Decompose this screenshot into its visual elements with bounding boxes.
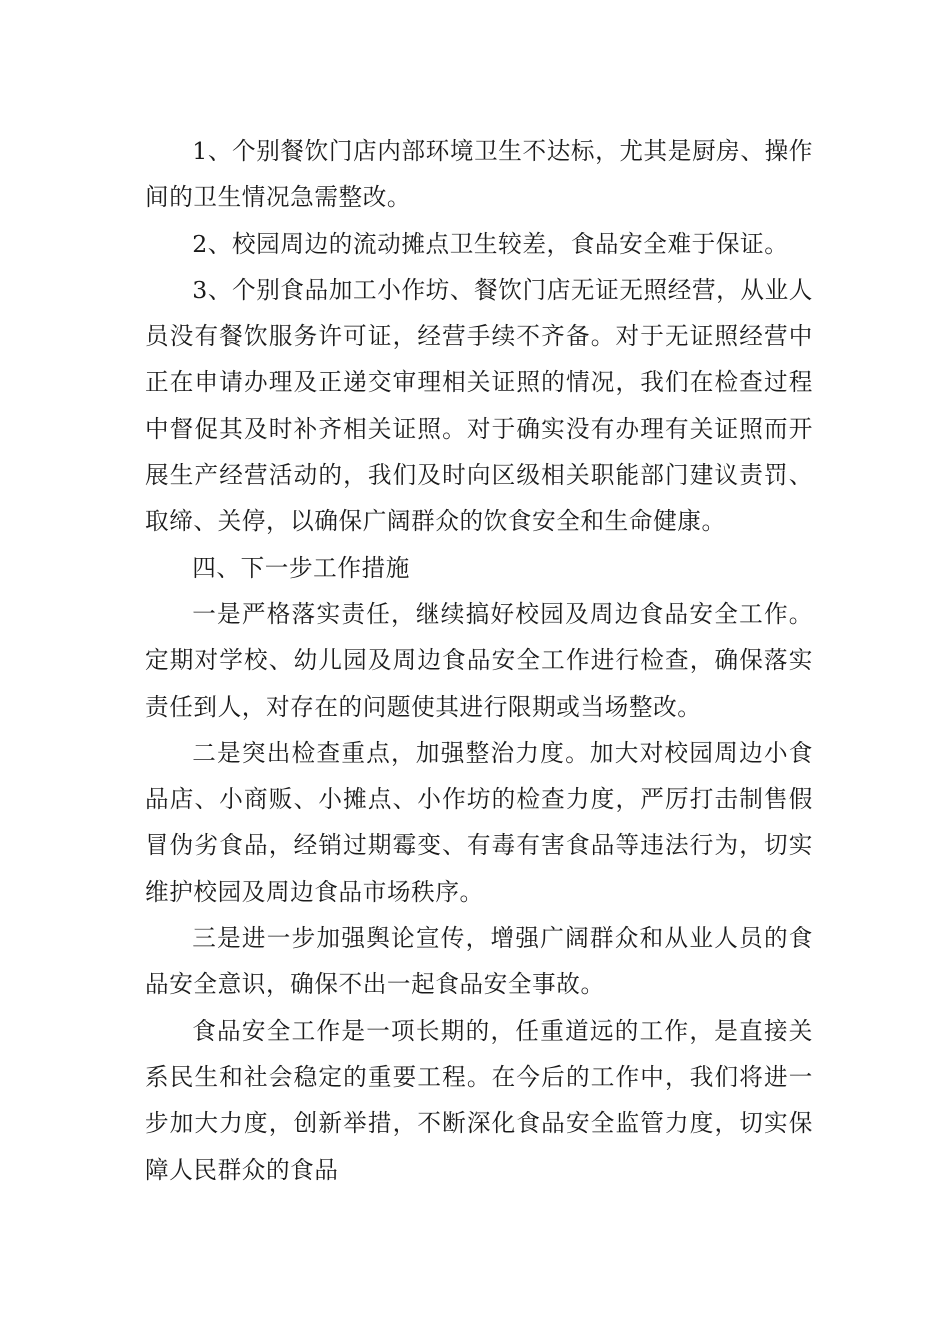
section-heading-next-steps: 四、下一步工作措施: [192, 553, 410, 582]
paragraph-measure-2: 二是突出检查重点，加强整治力度。加大对校园周边小食品店、小商贩、小摊点、小作坊的检查力度，严厉打击制售假冒伪劣食品，经销过期霉变、有毒有害食品等违法行为，切实维护校园及周边食品市场秩序。: [145, 738, 813, 906]
paragraph-measure-1: 一是严格落实责任，继续搞好校园及周边食品安全工作。定期对学校、幼儿园及周边食品安全工作进行检查，确保落实责任到人，对存在的问题使其进行限期或当场整改。: [145, 599, 813, 721]
document-body: [145, 128, 813, 1193]
paragraph-issue-3: 3、个别食品加工小作坊、餐饮门店无证无照经营，从业人员没有餐饮服务许可证，经营手续不齐备。对于无证照经营中正在申请办理及正递交审理相关证照的情况，我们在检查过程中督促其及时补齐相关证照。对于确实没有办理有关证照而开展生产经营活动的，我们及时向区级相关职能部门建议责罚、取缔、关停，以确保广阔群众的饮食安全和生命健康。: [145, 275, 813, 536]
paragraph-measure-3: 三是进一步加强舆论宣传，增强广阔群众和从业人员的食品安全意识，确保不出一起食品安全事故。: [145, 924, 813, 999]
paragraph-conclusion: 食品安全工作是一项长期的，任重道远的工作，是直接关系民生和社会稳定的重要工程。在今后的工作中，我们将进一步加大力度，创新举措，不断深化食品安全监管力度，切实保障人民群众的食品: [145, 1016, 813, 1184]
paragraph-issue-2: 2、校园周边的流动摊点卫生较差，食品安全难于保证。: [192, 229, 789, 258]
paragraph-issue-1: 1、个别餐饮门店内部环境卫生不达标，尤其是厨房、操作间的卫生情况急需整改。: [145, 137, 813, 212]
